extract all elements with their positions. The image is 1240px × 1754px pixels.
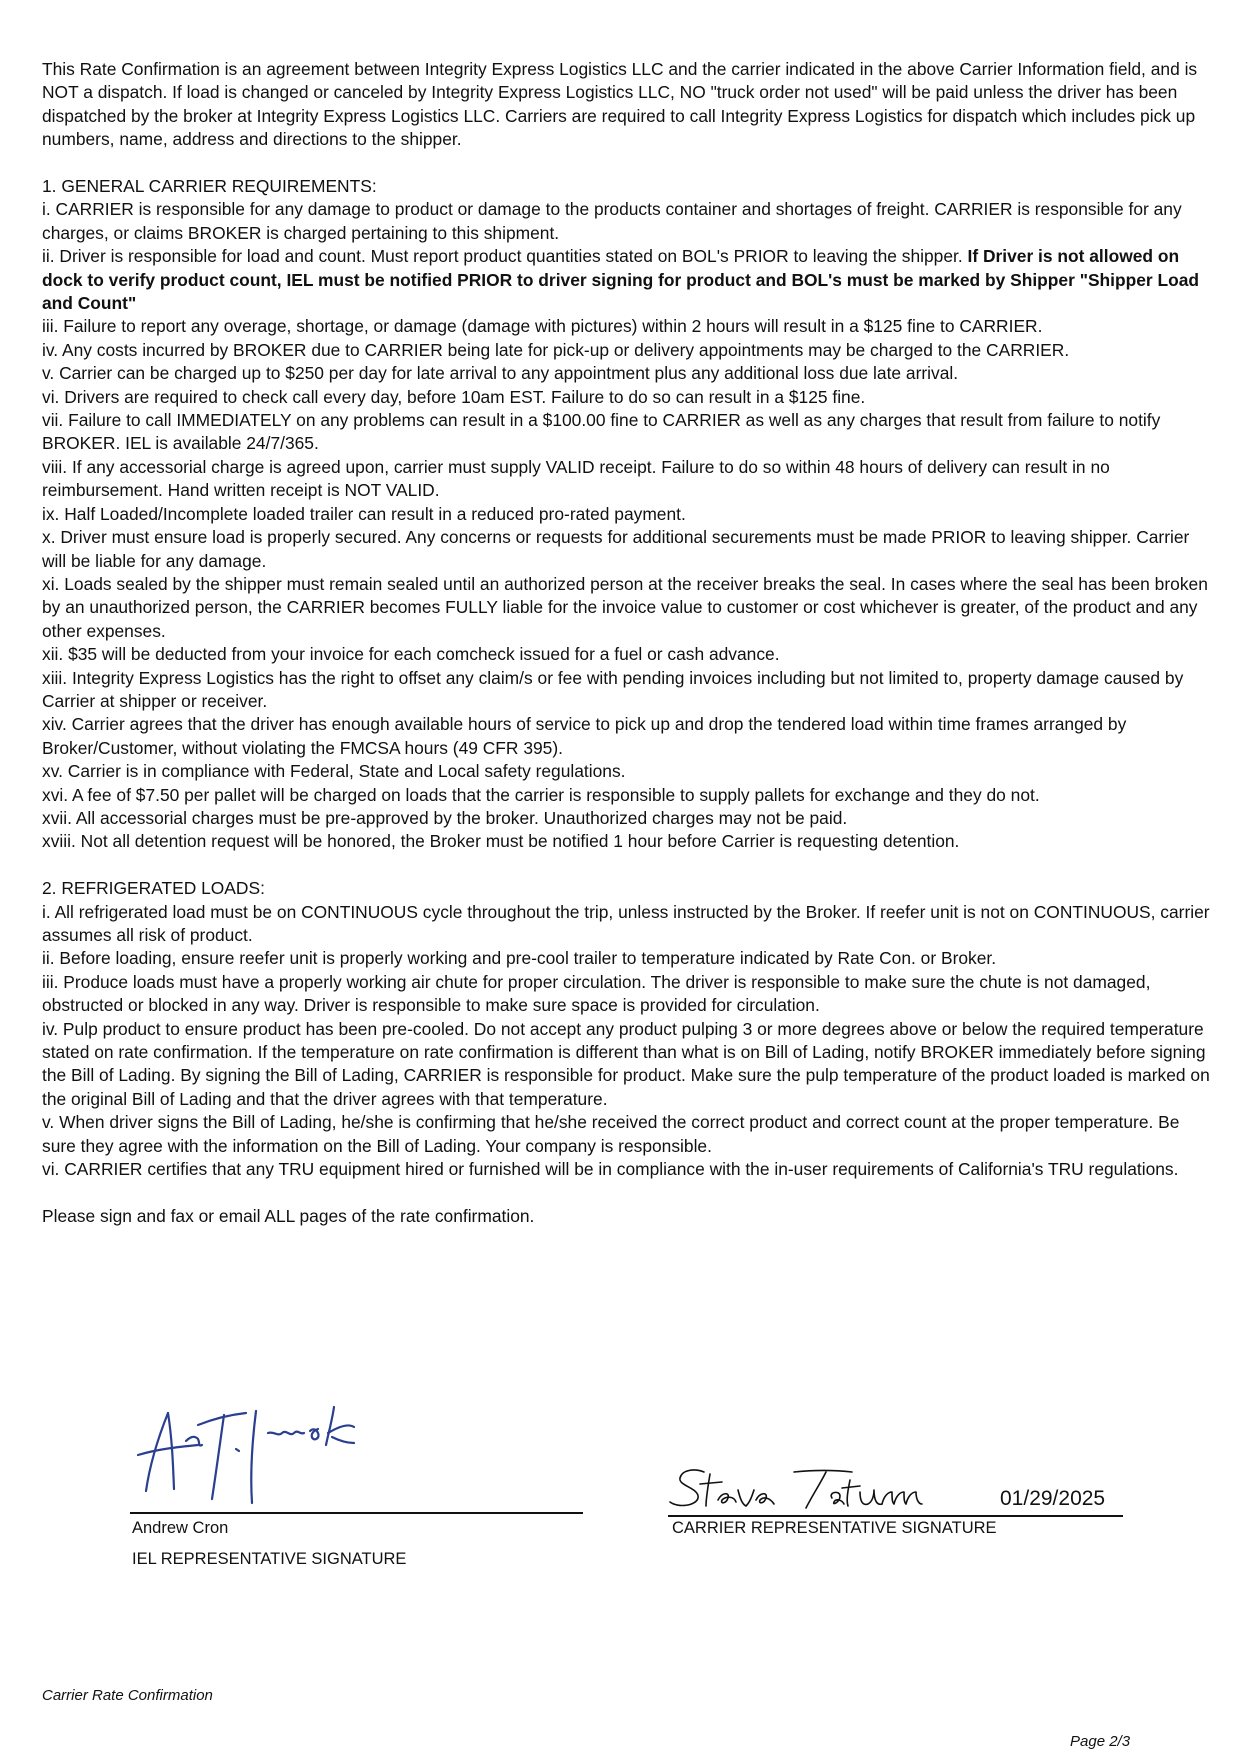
clause-1-iii: iii. Failure to report any overage, shortage, or damage (damage with pictures) within 2 hours will result in a $125 fine to CARRIER.: [42, 316, 1043, 337]
clause-1-xiii: xiii. Integrity Express Logistics has the right to offset any claim/s or fee with pending invoices including but not limited to, property damage caused by Carrier at shipper or receiver.: [42, 667, 1184, 711]
clause-1-ix: ix. Half Loaded/Incomplete loaded trailer can result in a reduced pro-rated payment.: [42, 503, 686, 524]
clause-1-x: x. Driver must ensure load is properly secured. Any concerns or requests for additional securements must be made PRIOR to leaving shipper. Carrier will be liable for any damage.: [42, 527, 1190, 571]
section-general-heading: 1. GENERAL CARRIER REQUIREMENTS:: [42, 176, 377, 197]
clause-1-xvii: xvii. All accessorial charges must be pre-approved by the broker. Unauthorized charges may not be paid.: [42, 807, 848, 828]
iel-signature-label: IEL REPRESENTATIVE SIGNATURE: [132, 1550, 407, 1568]
carrier-handwritten-signature: [664, 1466, 964, 1512]
clause-1-vi: vi. Drivers are required to check call every day, before 10am EST. Failure to do so can result in a $125 fine.: [42, 386, 866, 407]
intro-paragraph: This Rate Confirmation is an agreement between Integrity Express Logistics LLC and the carrier indicated in the above Carrier Information field, and is NOT a dispatch. If load is changed or canceled by Integrity Express Logistics LLC, NO "truck order not used" will be paid unless the driver has been dispatched by the broker at Integrity Express Logistics LLC. Carriers are required to call Integrity Express Logistics for dispatch which includes pick up numbers, name, address and directions to the shipper.: [42, 59, 1198, 150]
clause-2-vi: vi. CARRIER certifies that any TRU equipment hired or furnished will be in compliance with the in-user requirements of California's TRU regulations.: [42, 1159, 1179, 1180]
clause-1-ii-bold-text: If Driver is not allowed on dock to verify product count, IEL must be notified PRIOR to driver signing for product and BOL's must be marked by Shipper "Shipper Load and Count": [42, 246, 1200, 314]
section-refrigerated-heading: 2. REFRIGERATED LOADS:: [42, 878, 265, 899]
clause-1-xviii: xviii. Not all detention request will be honored, the Broker must be notified 1 hour before Carrier is requesting detention.: [42, 831, 960, 852]
clause-2-i: i. All refrigerated load must be on CONTINUOUS cycle throughout the trip, unless instructed by the Broker. If reefer unit is not on CONTINUOUS, carrier assumes all risk of product.: [42, 901, 1210, 945]
carrier-signature-line: [668, 1515, 1123, 1517]
clause-1-xv: xv. Carrier is in compliance with Federal, State and Local safety regulations.: [42, 761, 626, 782]
clause-1-iv: iv. Any costs incurred by BROKER due to CARRIER being late for pick-up or delivery appointments may be charged to the CARRIER.: [42, 339, 1070, 360]
clause-2-iii: iii. Produce loads must have a properly working air chute for proper circulation. The driver is responsible to make sure the chute is not damaged, obstructed or blocked in any way. Driver is responsible to make sure space is provided for circulation.: [42, 971, 1151, 1016]
footer-page-number: Page 2/3: [1070, 1733, 1131, 1750]
clause-2-v: v. When driver signs the Bill of Lading, he/she is confirming that he/she received the correct product and correct count at the proper temperature. Be sure they agree with the information on the Bill of Lading. Your company is responsible.: [42, 1112, 1180, 1156]
clause-1-xvi: xvi. A fee of $7.50 per pallet will be charged on loads that the carrier is responsible to supply pallets for exchange and they do not.: [42, 784, 1040, 805]
clause-1-xiv: xiv. Carrier agrees that the driver has enough available hours of service to pick up and drop the tendered load within time frames arranged by Broker/Customer, without violating the FMCSA hours (49 CFR 395).: [42, 714, 1127, 758]
clause-2-ii: ii. Before loading, ensure reefer unit is properly working and pre-cool trailer to temperature indicated by Rate Con. or Broker.: [42, 948, 997, 969]
clause-1-ii-text: ii. Driver is responsible for load and count. Must report product quantities stated on BOL's PRIOR to leaving the shipper.: [42, 246, 968, 267]
clause-1-ii: [42, 245, 1212, 315]
iel-handwritten-signature: [128, 1393, 388, 1505]
carrier-signature-label: CARRIER REPRESENTATIVE SIGNATURE: [672, 1519, 997, 1537]
footer-document-title: Carrier Rate Confirmation: [42, 1687, 213, 1704]
closing-instruction: Please sign and fax or email ALL pages of the rate confirmation.: [42, 1205, 535, 1226]
iel-signature-line: [130, 1512, 583, 1514]
clause-1-i: i. CARRIER is responsible for any damage to product or damage to the products container and shortages of freight. CARRIER is responsible for any charges, or claims BROKER is charged pertaining to this shipment.: [42, 199, 1182, 243]
document-body: [42, 58, 1212, 1228]
clause-1-v: v. Carrier can be charged up to $250 per day for late arrival to any appointment plus any additional loss due late arrival.: [42, 363, 959, 384]
iel-representative-name: Andrew Cron: [132, 1519, 229, 1537]
clause-2-iv: iv. Pulp product to ensure product has been pre-cooled. Do not accept any product pulping 3 or more degrees above or below the required temperature stated on rate confirmation. If the temperature on rate confirmation is different than what is on Bill of Lading, notify BROKER immediately before signing the Bill of Lading. By signing the Bill of Lading, CARRIER is responsible for product. Make sure the pulp temperature of the product loaded is marked on the original Bill of Lading and that the driver agrees with that temperature.: [42, 1018, 1210, 1109]
carrier-signature-date: 01/29/2025: [1000, 1487, 1106, 1510]
clause-1-xi: xi. Loads sealed by the shipper must remain sealed until an authorized person at the receiver breaks the seal. In cases where the seal has been broken by an unauthorized person, the CARRIER becomes FULLY liable for the invoice value to customer or cost whichever is greater, of the product and any other expenses.: [42, 573, 1208, 641]
clause-1-viii: viii. If any accessorial charge is agreed upon, carrier must supply VALID receipt. Failure to do so within 48 hours of delivery can result in no reimbursement. Hand written receipt is NOT VALID.: [42, 456, 1110, 501]
clause-1-xii: xii. $35 will be deducted from your invoice for each comcheck issued for a fuel or cash advance.: [42, 644, 780, 665]
clause-1-vii: vii. Failure to call IMMEDIATELY on any problems can result in a $100.00 fine to CARRIER as well as any charges that result from failure to notify BROKER. IEL is available 24/7/365.: [42, 410, 1161, 454]
